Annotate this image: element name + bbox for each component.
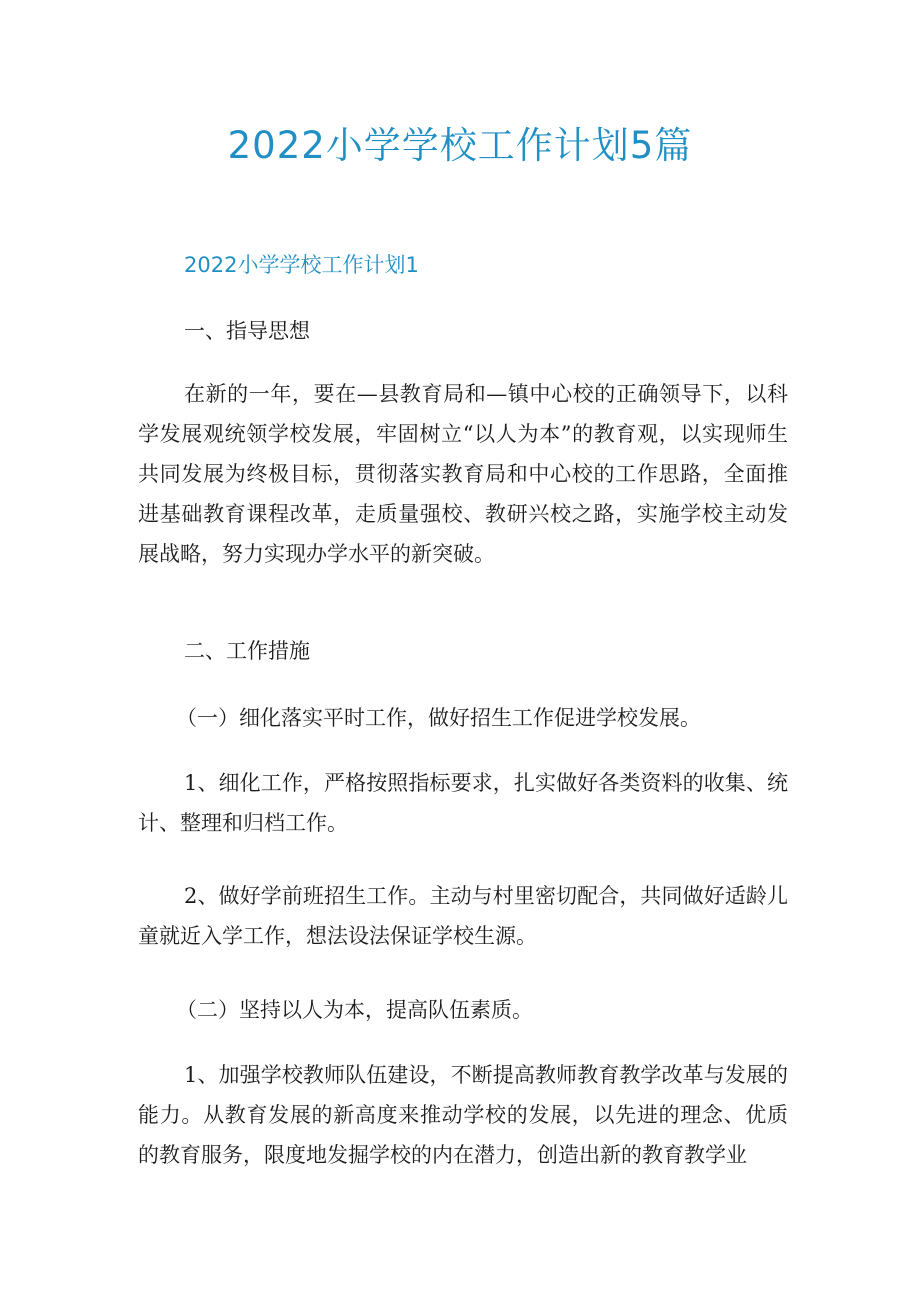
document-title: 2022小学学校工作计划5篇 bbox=[227, 124, 693, 167]
list-item-1-1: 1、细化工作，严格按照指标要求，扎实做好各类资料的收集、统计、整理和归档工作。 bbox=[138, 771, 788, 835]
subheading-two: （二）坚持以人为本，提高队伍素质。 bbox=[176, 998, 533, 1022]
heading-work-measures: 二、工作措施 bbox=[184, 639, 310, 663]
subheading-one: （一）细化落实平时工作，做好招生工作促进学校发展。 bbox=[176, 706, 701, 730]
section-title: 2022小学学校工作计划1 bbox=[184, 253, 419, 277]
list-item-1-2: 2、做好学前班招生工作。主动与村里密切配合，共同做好适龄儿童就近入学工作，想法设法保证学校生源。 bbox=[138, 884, 788, 948]
heading-guiding-ideology: 一、指导思想 bbox=[184, 319, 310, 343]
paragraph-guiding-ideology: 在新的一年，要在—县教育局和—镇中心校的正确领导下，以科学发展观统领学校发展，牢固树立“以人为本”的教育观，以实现师生共同发展为终极目标，贯彻落实教育局和中心校的工作思路，全面推进基础教育课程改革，走质量强校、教研兴校之路，实施学校主动发展战略，努力实现办学水平的新突破。 bbox=[138, 382, 788, 566]
list-item-2-1: 1、加强学校教师队伍建设，不断提高教师教育教学改革与发展的能力。从教育发展的新高度来推动学校的发展，以先进的理念、优质的教育服务，限度地发掘学校的内在潜力，创造出新的教育教学业 bbox=[138, 1063, 788, 1167]
